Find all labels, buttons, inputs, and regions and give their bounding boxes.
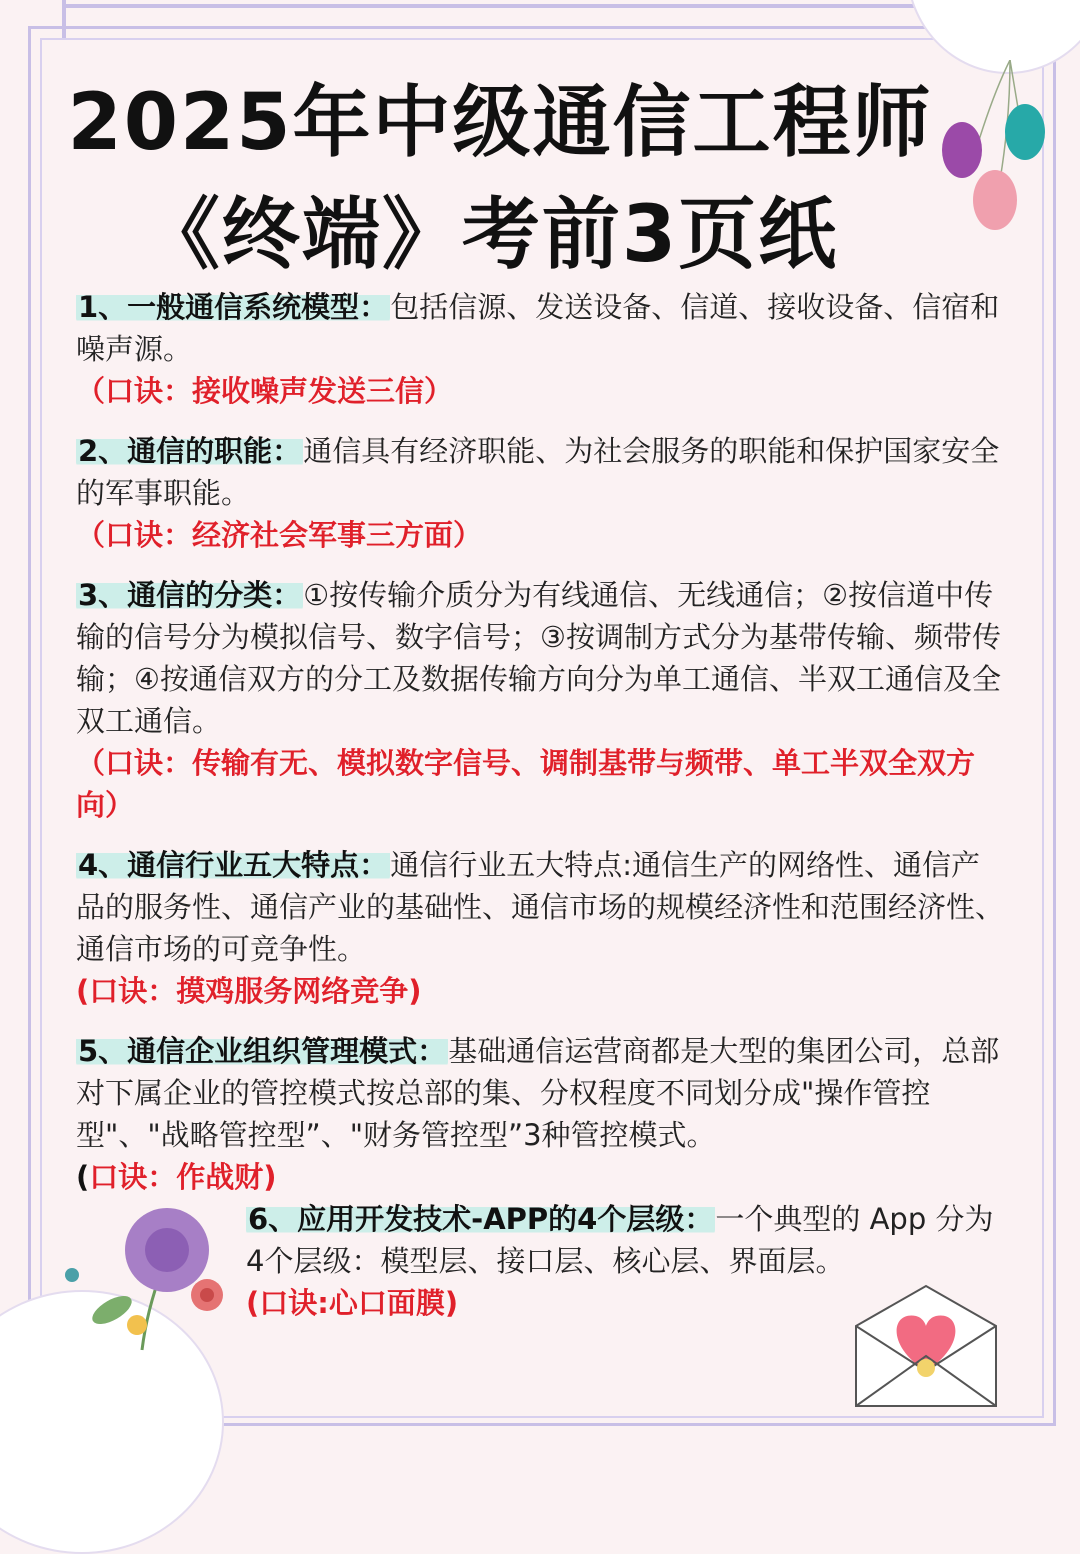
note-body: 包括信源、发送设备、信道、接收设备、信宿和噪声源。 bbox=[76, 290, 1000, 366]
note-mnemonic: (口诀：摸鸡服务网络竞争) bbox=[76, 974, 422, 1008]
note-item-3 bbox=[76, 574, 1006, 826]
note-item-4 bbox=[76, 844, 1006, 1012]
note-body: ①按传输介质分为有线通信、无线通信；②按信道中传输的信号分为模拟信号、数字信号；③按调制方式分为基带传输、频带传输；④按通信双方的分工及数据传输方向分为单工通信、半双工通信及全双工通信。 bbox=[76, 578, 1001, 738]
note-heading: 3、通信的分类： bbox=[78, 578, 302, 612]
notes-content bbox=[76, 286, 1006, 1216]
note-body: 通信具有经济职能、为社会服务的职能和保护国家安全的军事职能。 bbox=[76, 434, 1000, 510]
flower-icon bbox=[52, 1200, 232, 1360]
note-item-1 bbox=[76, 286, 1006, 412]
note-mnemonic bbox=[76, 1156, 1006, 1198]
note-heading: 4、通信行业五大特点： bbox=[78, 848, 389, 882]
note-heading: 5、通信企业组织管理模式： bbox=[78, 1034, 447, 1068]
note-body: 基础通信运营商都是大型的集团公司，总部对下属企业的管控模式按总部的集、分权程度不同划分成"操作管控型"、"战略管控型”、"财务管控型”3种管控模式。 bbox=[76, 1034, 1000, 1152]
note-heading: 6、应用开发技术-APP的4个层级： bbox=[248, 1202, 714, 1236]
note-body: 通信行业五大特点:通信生产的网络性、通信产品的服务性、通信产业的基础性、通信市场的规模经济性和范围经济性、通信市场的可竞争性。 bbox=[76, 848, 1005, 966]
mnemonic-text: 口诀：作战财) bbox=[89, 1160, 277, 1194]
page-title-line-1: 2025年中级通信工程师 bbox=[67, 78, 933, 168]
note-heading: 1、一般通信系统模型： bbox=[78, 290, 389, 324]
note-heading: 2、通信的职能： bbox=[78, 434, 302, 468]
note-item-2 bbox=[76, 430, 1006, 556]
note-item-5 bbox=[76, 1030, 1006, 1198]
frame-decoration bbox=[62, 4, 922, 8]
note-mnemonic: （口诀：接收噪声发送三信） bbox=[76, 374, 454, 408]
heart-envelope-icon bbox=[846, 1276, 1006, 1416]
note-body: 一个典型的 App 分为4个层级：模型层、接口层、核心层、界面层。 bbox=[246, 1202, 994, 1278]
mnemonic-prefix: ( bbox=[76, 1160, 90, 1194]
note-mnemonic: （口诀：传输有无、模拟数字信号、调制基带与频带、单工半双全双方向） bbox=[76, 746, 976, 822]
note-mnemonic: (口诀:心口面膜) bbox=[246, 1286, 459, 1320]
note-mnemonic: （口诀：经济社会军事三方面） bbox=[76, 518, 483, 552]
page-title-line-2: 《终端》考前3页纸 bbox=[141, 190, 839, 280]
